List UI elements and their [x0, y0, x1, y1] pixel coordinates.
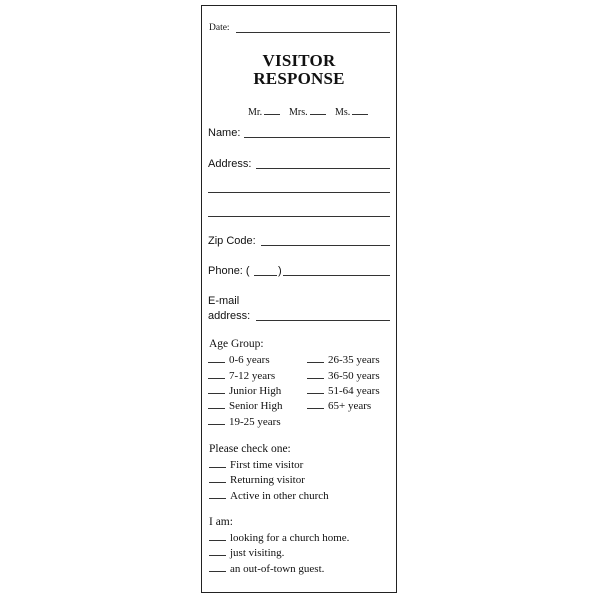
age-senior-high-label: Senior High: [229, 400, 283, 412]
address-label: Address:: [208, 158, 252, 170]
form-title-line2: RESPONSE: [253, 69, 345, 88]
salutation-mrs-label: Mrs.: [289, 107, 308, 118]
age-option-19-25[interactable]: [208, 415, 281, 428]
address-field-line2[interactable]: [208, 192, 390, 193]
returning-visitor-label: Returning visitor: [230, 474, 305, 486]
active-other-church-blank[interactable]: [209, 489, 226, 499]
salutation-mrs[interactable]: [289, 106, 330, 118]
i-am-out-of-town-guest[interactable]: [209, 562, 324, 575]
age-option-0-6[interactable]: [208, 353, 270, 366]
age-0-6-blank[interactable]: [208, 353, 225, 363]
address-field-line3[interactable]: [208, 216, 390, 217]
i-am-title: I am:: [209, 516, 233, 528]
email-field[interactable]: [256, 320, 390, 321]
age-19-25-label: 19-25 years: [229, 416, 281, 428]
phone-area-code-field[interactable]: [254, 275, 277, 276]
salutation-mr-blank[interactable]: [264, 106, 280, 115]
first-time-visitor-label: First time visitor: [230, 459, 304, 471]
salutation-ms-blank[interactable]: [352, 106, 368, 115]
age-36-50-label: 36-50 years: [328, 370, 380, 382]
salutation-mrs-blank[interactable]: [310, 106, 326, 115]
age-option-65-plus[interactable]: [307, 399, 371, 412]
email-label-line2: address:: [208, 310, 251, 322]
active-other-church-label: Active in other church: [230, 490, 329, 502]
i-am-just-visiting[interactable]: [209, 546, 284, 559]
age-option-36-50[interactable]: [307, 369, 380, 382]
age-senior-high-blank[interactable]: [208, 399, 225, 409]
age-option-26-35[interactable]: [307, 353, 380, 366]
visitor-response-card: [201, 5, 397, 593]
first-time-visitor-blank[interactable]: [209, 458, 226, 468]
age-7-12-label: 7-12 years: [229, 370, 276, 382]
check-first-time-visitor[interactable]: [209, 458, 303, 471]
zip-field[interactable]: [261, 245, 390, 246]
salutation-mr-label: Mr.: [248, 107, 263, 118]
salutation-ms-label: Ms.: [335, 107, 351, 118]
date-label: Date:: [209, 23, 230, 33]
phone-label: Phone: (: [208, 265, 250, 277]
looking-for-church-home-label: looking for a church home.: [230, 532, 350, 544]
age-option-7-12[interactable]: [208, 369, 275, 382]
zip-label: Zip Code:: [208, 235, 256, 247]
age-26-35-blank[interactable]: [307, 353, 324, 363]
name-field[interactable]: [244, 137, 390, 138]
age-65-plus-blank[interactable]: [307, 399, 324, 409]
age-option-senior-high[interactable]: [208, 399, 282, 412]
age-junior-high-label: Junior High: [229, 385, 282, 397]
form-title-line1: VISITOR: [262, 51, 336, 70]
age-51-64-blank[interactable]: [307, 384, 324, 394]
just-visiting-blank[interactable]: [209, 546, 226, 556]
age-19-25-blank[interactable]: [208, 415, 225, 425]
age-65-plus-label: 65+ years: [328, 400, 372, 412]
age-26-35-label: 26-35 years: [328, 354, 380, 366]
salutation-ms[interactable]: [335, 106, 372, 118]
looking-for-church-home-blank[interactable]: [209, 531, 226, 541]
check-active-other-church[interactable]: [209, 489, 329, 502]
salutation-mr[interactable]: [248, 106, 284, 118]
name-label: Name:: [208, 127, 241, 139]
date-field[interactable]: [236, 32, 390, 33]
address-field-line1[interactable]: [256, 168, 390, 169]
check-one-title: Please check one:: [209, 443, 291, 455]
age-0-6-label: 0-6 years: [229, 354, 270, 366]
age-option-junior-high[interactable]: [208, 384, 281, 397]
age-junior-high-blank[interactable]: [208, 384, 225, 394]
email-label-line1: E-mail: [208, 295, 240, 307]
phone-number-field[interactable]: [283, 275, 390, 276]
age-36-50-blank[interactable]: [307, 369, 324, 379]
i-am-looking-for-church-home[interactable]: [209, 531, 349, 544]
phone-paren-close: ): [278, 265, 282, 277]
returning-visitor-blank[interactable]: [209, 473, 226, 483]
check-returning-visitor[interactable]: [209, 473, 305, 486]
just-visiting-label: just visiting.: [230, 547, 285, 559]
age-option-51-64[interactable]: [307, 384, 380, 397]
out-of-town-guest-blank[interactable]: [209, 562, 226, 572]
age-51-64-label: 51-64 years: [328, 385, 380, 397]
age-group-title: Age Group:: [209, 338, 264, 350]
out-of-town-guest-label: an out-of-town guest.: [230, 563, 325, 575]
age-7-12-blank[interactable]: [208, 369, 225, 379]
